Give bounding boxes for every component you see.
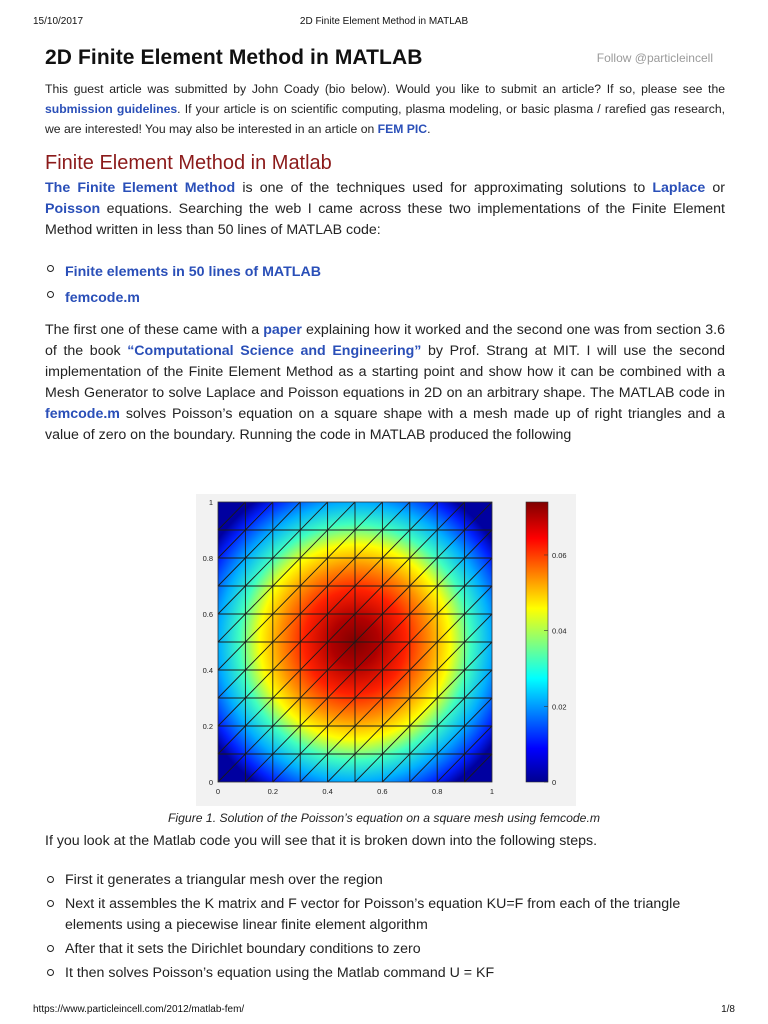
- p2-text-1: The first one of these came with a: [45, 322, 264, 338]
- x-tick-label: 1: [489, 787, 495, 796]
- intro-paragraph: [45, 79, 725, 139]
- page-url: https://www.particleincell.com/2012/matlab-fem/: [33, 1004, 245, 1015]
- p1-text-1: is one of the techniques used for approximating solutions to: [235, 180, 653, 196]
- femcode-inline-link[interactable]: femcode.m: [45, 406, 120, 422]
- y-tick-label: 0.4: [202, 666, 213, 675]
- colorbar-tick-label: 0.02: [552, 702, 567, 712]
- code-links-list: [45, 259, 725, 311]
- laplace-link[interactable]: Laplace: [652, 180, 706, 196]
- title-row: [45, 46, 725, 74]
- step-text: After that it sets the Dirichlet boundary conditions to zero: [65, 941, 421, 957]
- paragraph-steps-intro: If you look at the Matlab code you will see that it is broken down into the following steps.: [45, 833, 598, 849]
- print-header: [33, 16, 735, 30]
- page-title: 2D Finite Element Method in MATLAB: [45, 46, 423, 69]
- poisson-link[interactable]: Poisson: [45, 201, 101, 217]
- p1-text-3: equations. Searching the web I came across these two implementations of the Finite Element Method written in less than 50 lines of MATLAB code:: [45, 201, 725, 238]
- bullet-icon: [47, 876, 54, 883]
- list-item: [45, 870, 725, 891]
- p2-text-2: explaining how it worked and the second one was from section 3.6 of the book: [45, 322, 725, 359]
- y-tick-label: 0: [208, 778, 213, 787]
- bullet-icon: [47, 265, 54, 272]
- colorbar-tick-label: 0.06: [552, 550, 567, 560]
- p2-text-3: by Prof. Strang at MIT. I will use the second implementation of the Finite Element Method as a starting point and show how it can be combined with a Mesh Generator to solve Laplace and Poisson equations in 2D on an arbitrary shape. The MATLAB code in: [45, 343, 726, 401]
- list-item: [45, 259, 725, 285]
- x-tick-label: 0.2: [267, 787, 279, 796]
- step-text: It then solves Poisson’s equation using the Matlab command U = KF: [65, 965, 495, 981]
- step-text: Next it assembles the K matrix and F vector for Poisson’s equation KU=F from each of the triangle elements using a piecewise linear finite element algorithm: [65, 896, 681, 933]
- fem-link[interactable]: The Finite Element Method: [45, 180, 236, 196]
- step-text: First it generates a triangular mesh over the region: [65, 872, 383, 888]
- bullet-icon: [47, 969, 54, 976]
- list-item: [45, 963, 725, 984]
- fem-pic-link[interactable]: FEM PIC: [377, 122, 428, 136]
- y-tick-label: 0.8: [202, 554, 213, 563]
- print-date: 15/10/2017: [33, 16, 84, 27]
- intro-text-1: This guest article was submitted by John Coady (bio below). Would you like to submit an article? If so, please see the: [45, 82, 725, 96]
- intro-text-3: .: [427, 122, 431, 136]
- x-tick-label: 0.4: [322, 787, 333, 796]
- p1-text-2: or: [705, 180, 725, 196]
- bullet-icon: [47, 945, 54, 952]
- colorbar-tick-label: 0.04: [552, 626, 567, 636]
- x-tick-label: 0.6: [377, 787, 388, 796]
- section-heading: Finite Element Method in Matlab: [45, 152, 332, 174]
- p2-text-4: solves Poisson’s equation on a square shape with a mesh made up of right triangles and a value of zero on the boundary. Running the code in MATLAB produced the following: [45, 406, 725, 443]
- print-footer: [33, 1004, 735, 1018]
- figure-caption: Figure 1. Solution of the Poisson’s equation on a square mesh using femcode.m: [167, 811, 600, 825]
- book-link[interactable]: “Computational Science and Engineering”: [127, 343, 422, 359]
- colorbar: [526, 502, 548, 782]
- submission-guidelines-link[interactable]: submission guidelines: [45, 102, 178, 116]
- y-tick-label: 1: [208, 498, 213, 507]
- triangular-mesh: [218, 502, 492, 782]
- poisson-solution-figure: [196, 494, 576, 806]
- list-item: [45, 285, 725, 311]
- y-tick-label: 0.2: [202, 722, 213, 731]
- poisson-solution-plot: [196, 494, 576, 806]
- paper-link[interactable]: paper: [263, 322, 302, 338]
- finite-elements-50-lines-link[interactable]: Finite elements in 50 lines of MATLAB: [65, 264, 321, 280]
- follow-link[interactable]: Follow @particleincell: [596, 51, 713, 65]
- bullet-icon: [47, 900, 54, 907]
- list-item: [45, 939, 725, 960]
- bullet-icon: [47, 291, 54, 298]
- femcode-link[interactable]: femcode.m: [65, 290, 140, 306]
- x-tick-label: 0: [215, 787, 221, 796]
- y-tick-label: 0.6: [202, 610, 213, 619]
- colorbar-tick-label: 0: [552, 778, 557, 787]
- page-number: 1/8: [721, 1004, 735, 1015]
- paragraph-implementation: [45, 320, 725, 446]
- paragraph-fem: [45, 178, 725, 241]
- intro-text-2: . If your article is on scientific computing, plasma modeling, or basic plasma / rarefied gas research, we are interested! You may also be interested in an article on: [45, 102, 725, 136]
- x-tick-label: 0.8: [431, 787, 443, 796]
- print-page-title: 2D Finite Element Method in MATLAB: [299, 16, 469, 27]
- steps-list: [45, 870, 725, 987]
- list-item: [45, 894, 725, 936]
